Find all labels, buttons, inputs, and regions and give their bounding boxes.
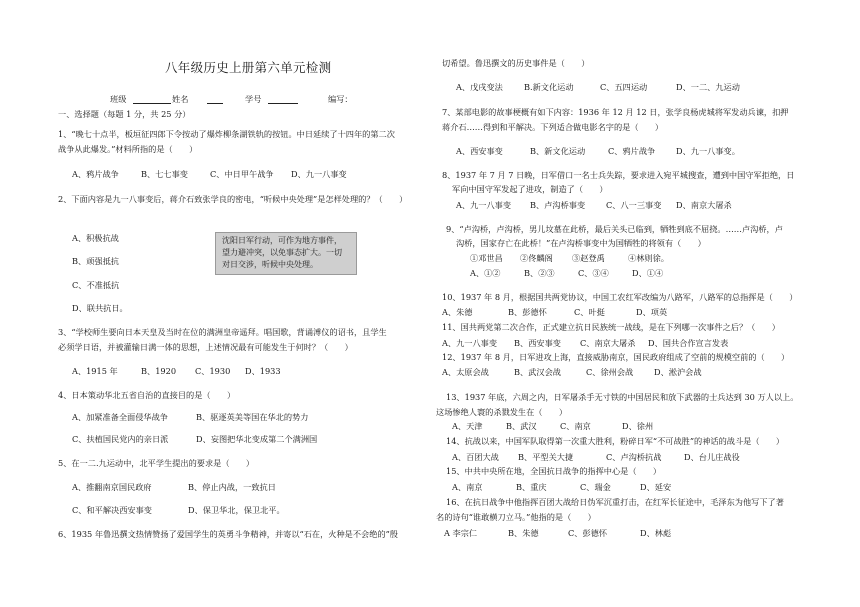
q8-option-b[interactable]: B、卢沟桥事变 [530,200,586,210]
q3-option-c[interactable]: C、1930 [195,366,231,376]
question-9-line-2: 沟桥，国家存亡在此桥！”在卢沟桥事变中为国牺牲的将领有（ ） [456,238,706,248]
q13-option-b[interactable]: B、武汉 [506,421,537,431]
question-1-line-1: 1、“晚七十点半，板垣征四郎下令按动了爆炸柳条湖铁轨的按钮。中日延续了十四年的第二次 [58,129,395,139]
question-9-line-1: 9、“卢沟桥，卢沟桥，男儿坟墓在此桥，最后关头已临到，牺牲到底不屈挠。……卢沟桥，卢 [446,224,783,234]
q4-option-b[interactable]: B、驱逐英美等国在华北的势力 [196,412,309,422]
page-title: 八年级历史上册第六单元检测 [165,60,332,75]
q9-option-c[interactable]: C、③④ [578,268,609,278]
student-id-field[interactable] [268,94,298,104]
name-field[interactable] [207,94,223,104]
question-6-line-2: 切希望。鲁迅撰文的历史事件是（ ） [442,58,590,68]
q2-option-d[interactable]: D、联共抗日。 [72,303,128,313]
q6-option-a[interactable]: A、戊戌变法 [456,82,503,92]
q12-option-b[interactable]: B、武汉会战 [514,367,561,377]
excerpt-line-1: 沈阳日军行动，可作为地方事件， [222,236,342,245]
q11-option-a[interactable]: A、九一八事变 [442,338,498,348]
q8-option-d[interactable]: D、南京大屠杀 [676,200,732,210]
q12-option-c[interactable]: C、徐州会战 [586,367,634,377]
question-10: 10、1937 年 8 月，根据国共两党协议，中国工农红军改编为八路军，八路军的总指挥是（ ） [442,292,798,302]
q5-option-b[interactable]: B、停止内战，一致抗日 [188,482,276,492]
q9-option-b[interactable]: B、②③ [524,268,555,278]
q14-option-b[interactable]: B、平型关大捷 [518,452,574,462]
q13-option-a[interactable]: A、天津 [452,421,483,431]
q15-option-b[interactable]: B、重庆 [516,482,547,492]
q9-option-a[interactable]: A、①② [470,268,501,278]
q7-option-b[interactable]: B、新文化运动 [530,146,586,156]
q6-option-d[interactable]: D、一二、九运动 [676,82,740,92]
q11-option-d[interactable]: D、国共合作宣言发表 [648,338,729,348]
q12-option-a[interactable]: A、太原会战 [442,367,489,377]
question-13-line-2: 这场惨绝人寰的杀戮发生在（ ） [436,407,568,417]
q2-option-a[interactable]: A、积极抗战 [72,233,119,243]
q16-option-c[interactable]: C、彭德怀 [568,528,608,538]
question-4: 4、日本策动华北五省自治的直接目的是（ ） [58,390,236,400]
question-8-line-2: 军向中国守军发起了进攻，制造了（ ） [452,184,608,194]
q11-option-b[interactable]: B、西安事变 [514,338,561,348]
q4-option-c[interactable]: C、扶植国民党内的亲日派 [72,434,169,444]
question-7-line-2: 蒋介石……得到和平解决。下列适合做电影名字的是（ ） [442,122,664,132]
q16-option-a[interactable]: A 李宗仁 [444,528,478,538]
question-16-line-2: 名的诗句“谁敢横刀立马。”他指的是（ ） [436,512,596,522]
question-6-line-1: 6、1935 年鲁迅撰文热情赞扬了爱国学生的英勇斗争精神，并寄以“石在，火种是不会绝的”殷 [58,529,398,539]
q6-option-b[interactable]: B.新文化运动 [524,82,574,92]
question-15: 15、中共中央所在地，全国抗日战争的指挥中心是（ ） [446,466,662,476]
telegram-excerpt-image [215,232,357,275]
q5-option-d[interactable]: D、保卫华北，保卫北平。 [188,505,285,515]
question-7-line-1: 7、某部电影的故事梗概有如下内容：1936 年 12 月 12 日，张学良杨虎城将军发动兵谏，扣押 [442,107,789,117]
excerpt-line-3: 对日交涉，听候中央处理。 [222,260,318,269]
q7-option-d[interactable]: D、九一八事变。 [676,146,740,156]
q10-option-b[interactable]: B、彭德怀 [508,307,547,317]
q15-option-c[interactable]: C、瑞金 [580,482,611,492]
question-14: 14、抗战以来，中国军队取得第一次重大胜利，粉碎日军“不可战胜”的神话的战斗是（ ） [446,436,785,446]
q9-item-3: ③赵登禹 [572,253,605,263]
q5-option-a[interactable]: A、推翻南京国民政府 [72,482,152,492]
q15-option-a[interactable]: A、南京 [452,482,483,492]
q9-item-1: ①邓世昌 [470,253,503,263]
question-3-line-2: 必须学日语，并被灌输日满一体的思想，上述情况最有可能发生于何时？（ ） [58,342,353,352]
q6-option-c[interactable]: C、五四运动 [600,82,648,92]
q16-option-d[interactable]: D、林彪 [640,528,672,538]
question-12: 12、1937 年 8 月，日军进攻上海，直接威胁南京，国民政府组成了空前的规模空前的（ ） [442,352,790,362]
question-16-line-1: 16、在抗日战争中他指挥百团大战给日伪军沉重打击，在红军长征途中，毛泽东为他写下了著 [446,497,784,507]
q13-option-c[interactable]: C、南京 [560,421,591,431]
q8-option-c[interactable]: C、八一三事变 [606,200,662,210]
q9-option-d[interactable]: D、①④ [632,268,664,278]
q13-option-d[interactable]: D、徐州 [622,421,654,431]
q3-option-b[interactable]: B、1920 [141,366,177,376]
q7-option-c[interactable]: C、鸦片战争 [608,146,656,156]
student-id-label: 学号 [245,94,262,104]
q11-option-c[interactable]: C、南京大屠杀 [580,338,636,348]
q14-option-c[interactable]: C、卢沟桥抗战 [606,452,662,462]
q1-option-c[interactable]: C、中日甲午战争 [210,169,274,179]
class-field[interactable] [133,94,171,104]
question-2: 2、下面内容是九一八事变后，蒋介石致张学良的密电，“听候中央处理”是怎样处理的？（ ） [58,194,408,204]
question-5: 5、在一二.九运动中，北平学生提出的要求是（ ） [58,458,255,468]
q9-item-2: ②佟麟阁 [520,253,553,263]
q15-option-d[interactable]: D、延安 [640,482,672,492]
q8-option-a[interactable]: A、九一八事变 [456,200,512,210]
section-heading: 一、选择题（每题 1 分，共 25 分） [58,109,191,119]
q14-option-d[interactable]: D、台儿庄战役 [684,452,740,462]
question-11: 11、国共两党第二次合作，正式建立抗日民族统一战线，是在下列哪一次事件之后？（ ） [442,322,780,332]
q1-option-b[interactable]: B、七七事变 [141,169,188,179]
q2-option-c[interactable]: C、不准抵抗 [72,280,120,290]
q2-option-b[interactable]: B、顽强抵抗 [72,256,119,266]
q3-option-a[interactable]: A、1915 年 [72,366,118,376]
q1-option-a[interactable]: A、鸦片战争 [72,169,119,179]
q12-option-d[interactable]: D、淞沪会战 [654,367,702,377]
q7-option-a[interactable]: A、西安事变 [456,146,503,156]
q10-option-c[interactable]: C、叶挺 [574,307,605,317]
q10-option-a[interactable]: A、朱德 [442,307,473,317]
q4-option-d[interactable]: D、妄图把华北变成第二个满洲国 [196,434,318,444]
q9-item-4: ④林则徐。 [628,253,669,263]
q3-option-d[interactable]: D、1933 [245,366,281,376]
question-8-line-1: 8、1937 年 7 月 7 日晚，日军借口一名士兵失踪，要求进入宛平城搜查，遭到中国守军拒绝，日 [442,170,795,180]
q4-option-a[interactable]: A、加紧准备全面侵华战争 [72,412,168,422]
question-3-line-1: 3、“学校师生要向日本天皇及当时在位的满洲皇帝遥拜。唱国歌，背诵溥仪的诏书，且学生 [58,327,387,337]
question-13-line-1: 13、1937 年底，六周之内，日军屠杀手无寸铁的中国居民和放下武器的士兵达到 30 万人以上。 [446,392,799,402]
class-label: 班级 [110,94,127,104]
q1-option-d[interactable]: D、九一八事变 [291,169,347,179]
q5-option-c[interactable]: C、和平解决西安事变 [72,505,152,515]
q16-option-b[interactable]: B、朱德 [508,528,539,538]
seat-label: 编写： [328,94,353,104]
question-1-line-2: 战争从此爆发。”材料所指的是（ ） [58,144,198,154]
name-label: 姓名 [172,94,189,104]
q10-option-d[interactable]: D、项英 [636,307,668,317]
q14-option-a[interactable]: A、百团大战 [452,452,499,462]
excerpt-line-2: 望力避冲突，以免事态扩大。一切 [222,248,342,257]
